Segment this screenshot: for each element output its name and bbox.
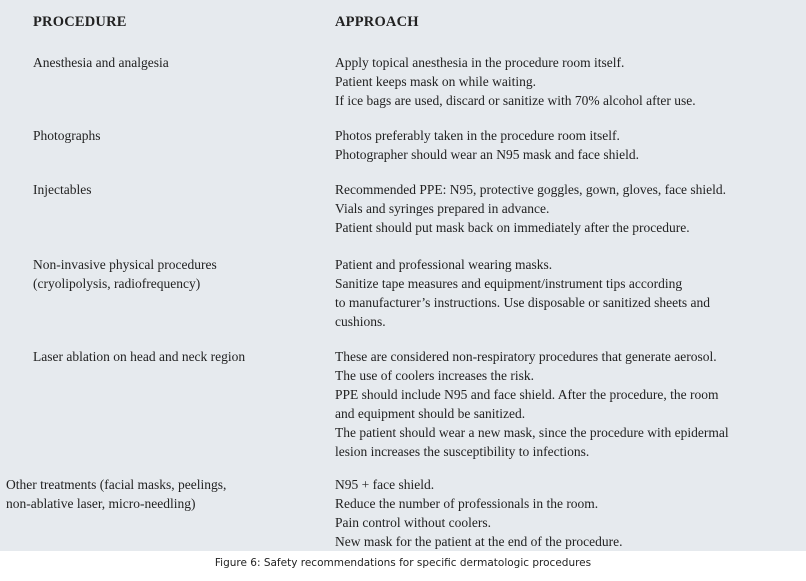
approach-line: Patient keeps mask on while waiting. [335,74,536,89]
approach-line: PPE should include N95 and face shield. After the procedure, the room [335,387,719,402]
approach-line: Recommended PPE: N95, protective goggles, gown, gloves, face shield. [335,182,727,197]
procedure-cell [33,180,313,199]
approach-cell [335,475,800,551]
approach-line: cushions. [335,314,386,329]
procedure-line: Anesthesia and analgesia [33,55,169,70]
procedure-line: Laser ablation on head and neck region [33,349,246,364]
procedure-line: non-ablative laser, micro-needling) [6,496,196,511]
approach-line: Reduce the number of professionals in the room. [335,496,599,511]
approach-cell [335,180,800,237]
procedure-cell [33,53,313,72]
approach-line: These are considered non-respiratory procedures that generate aerosol. [335,349,717,364]
approach-line: Pain control without coolers. [335,515,491,530]
approach-line: The patient should wear a new mask, since the procedure with epidermal [335,425,729,440]
approach-line: Patient and professional wearing masks. [335,257,553,272]
procedure-line: Other treatments (facial masks, peelings, [6,477,227,492]
procedure-line: Photographs [33,128,101,143]
procedure-cell [6,475,286,513]
approach-line: lesion increases the susceptibility to infections. [335,444,590,459]
procedure-line: (cryolipolysis, radiofrequency) [33,276,201,291]
header-procedure: PROCEDURE [33,14,127,30]
approach-line: to manufacturer’s instructions. Use disposable or sanitized sheets and [335,295,711,310]
procedure-line: Injectables [33,182,92,197]
approach-line: If ice bags are used, discard or sanitize with 70% alcohol after use. [335,93,696,108]
procedure-cell [33,255,313,293]
figure-caption: Figure 6: Safety recommendations for specific dermatologic procedures [214,557,592,569]
approach-line: N95 + face shield. [335,477,435,492]
approach-line: Vials and syringes prepared in advance. [335,201,550,216]
approach-line: Patient should put mask back on immediately after the procedure. [335,220,690,235]
approach-line: and equipment should be sanitized. [335,406,526,421]
approach-line: Sanitize tape measures and equipment/instrument tips according [335,276,683,291]
approach-line: Photos preferably taken in the procedure room itself. [335,128,620,143]
approach-line: The use of coolers increases the risk. [335,368,535,383]
approach-cell [335,53,800,110]
procedure-cell [33,347,313,366]
procedure-line: Non-invasive physical procedures [33,257,217,272]
approach-line: Photographer should wear an N95 mask and face shield. [335,147,640,162]
approach-line: New mask for the patient at the end of the procedure. [335,534,623,549]
approach-cell [335,126,800,164]
procedure-cell [33,126,313,145]
header-approach: APPROACH [335,14,419,30]
approach-line: Apply topical anesthesia in the procedure room itself. [335,55,625,70]
approach-cell [335,347,800,461]
approach-cell [335,255,800,331]
